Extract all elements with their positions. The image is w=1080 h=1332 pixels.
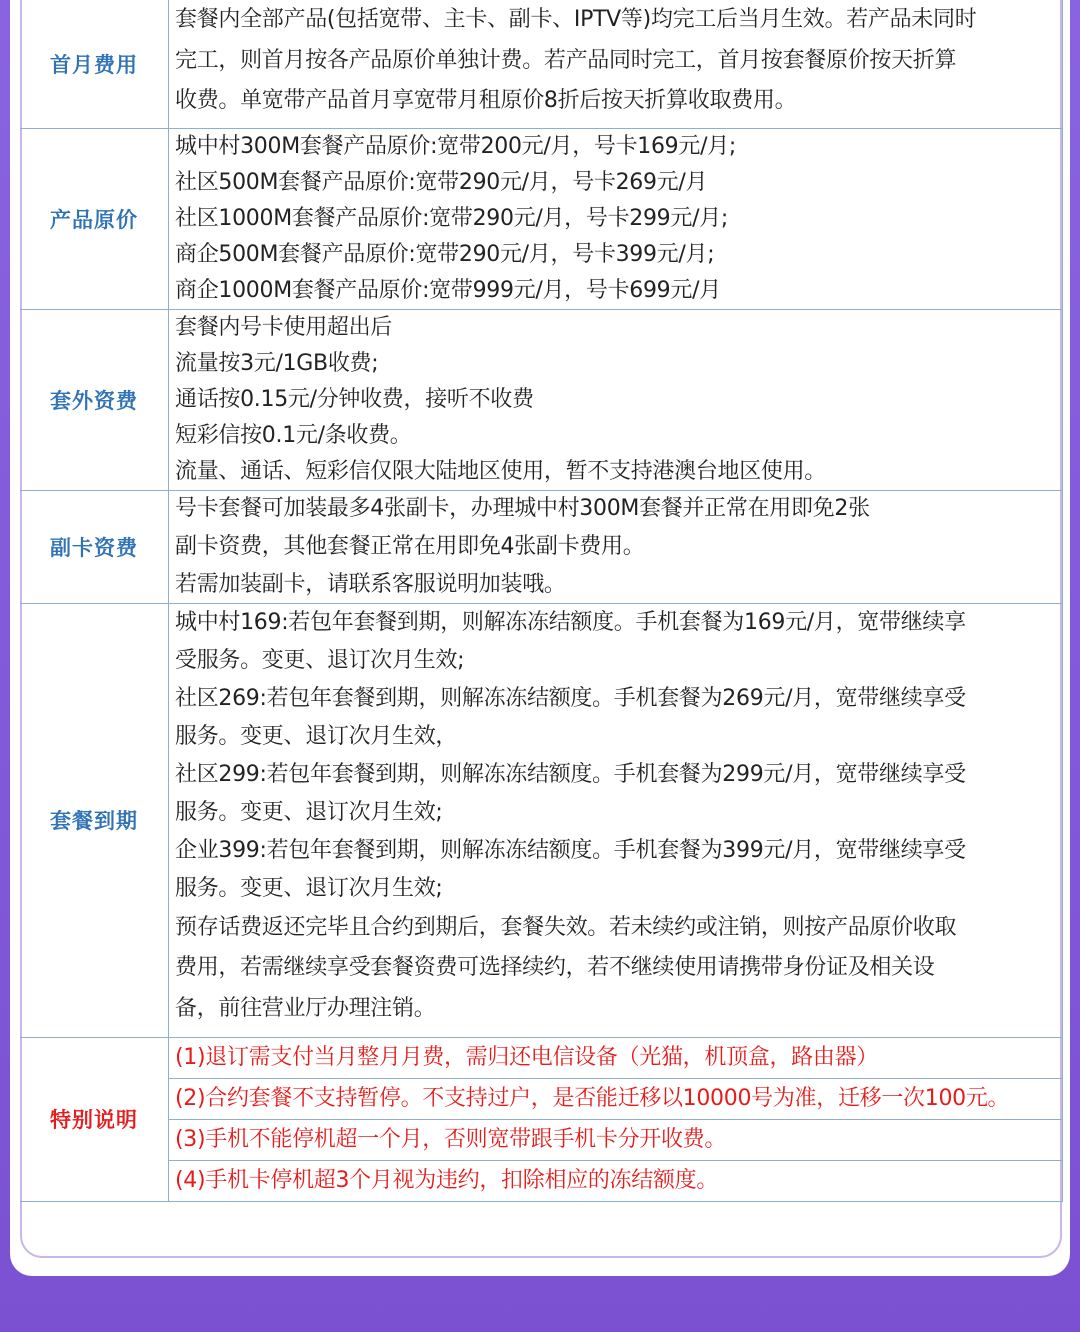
notice-line: (4)手机卡停机超3个月视为违约，扣除相应的冻结额度。 [175,1167,719,1193]
row-content [169,490,1063,603]
text-line: 社区299:若包年套餐到期，则解冻冻结额度。手机套餐为299元/月，宽带继续享受 [175,761,966,787]
row-content [169,309,1063,490]
text-line: 号卡套餐可加装最多4张副卡，办理城中村300M套餐并正常在用即免2张 [175,495,870,521]
text-line: 企业399:若包年套餐到期，则解冻冻结额度。手机套餐为399元/月，宽带继续享受 [175,837,966,863]
text-line: 社区1000M套餐产品原价:宽带290元/月，号卡299元/月; [175,205,729,231]
row-content [169,603,1063,1037]
text-line: 若需加装副卡，请联系客服说明加装哦。 [175,571,566,597]
row-content [169,0,1063,128]
table-row [20,0,1063,128]
table-row [20,128,1063,309]
table-row [20,309,1063,490]
row-label: 副卡资费 [20,490,169,603]
text-line: 服务。变更、退订次月生效; [175,875,443,901]
text-line: 通话按0.15元/分钟收费，接听不收费 [175,386,534,412]
text-line: 社区269:若包年套餐到期，则解冻冻结额度。手机套餐为269元/月，宽带继续享受 [175,685,966,711]
text-line: 完工，则首月按各产品原价单独计费。若产品同时完工，首月按套餐原价按天折算 [175,47,957,73]
text-line: 城中村169:若包年套餐到期，则解冻冻结额度。手机套餐为169元/月，宽带继续享 [175,609,966,635]
row-content [169,128,1063,309]
row-label: 首月费用 [20,0,169,128]
row-label: 套餐到期 [20,603,169,1037]
table-row [20,1037,1063,1201]
text-line: 流量、通话、短彩信仅限大陆地区使用，暂不支持港澳台地区使用。 [175,458,827,484]
fee-table [20,0,1063,1202]
text-line: 受服务。变更、退订次月生效; [175,647,465,673]
notice-line: (3)手机不能停机超一个月，否则宽带跟手机卡分开收费。 [169,1120,1062,1161]
text-line: 城中村300M套餐产品原价:宽带200元/月，号卡169元/月; [175,133,737,159]
text-line: 副卡资费，其他套餐正常在用即免4张副卡费用。 [175,533,645,559]
notice-line: (1)退订需支付当月整月月费，需归还电信设备（光猫，机顶盒，路由器） [169,1038,1062,1079]
text-line: 费用，若需继续享受套餐资费可选择续约，若不继续使用请携带身份证及相关设 [175,955,935,980]
text-line: 商企1000M套餐产品原价:宽带999元/月，号卡699元/月 [175,277,721,303]
row-content [169,1037,1063,1201]
text-line: 收费。单宽带产品首月享宽带月租原价8折后按天折算收取费用。 [175,88,797,113]
text-line: 流量按3元/1GB收费; [175,350,379,376]
text-line: 预存话费返还完毕且合约到期后，套餐失效。若未续约或注销，则按产品原价收取 [175,914,957,940]
text-line: 套餐内全部产品(包括宽带、主卡、副卡、IPTV等)均完工后当月生效。若产品未同时 [175,7,977,32]
table-row [20,490,1063,603]
text-line: 商企500M套餐产品原价:宽带290元/月，号卡399元/月; [175,241,715,267]
text-line: 社区500M套餐产品原价:宽带290元/月，号卡269元/月 [175,169,708,195]
row-label: 套外资费 [20,309,169,490]
row-label: 产品原价 [20,128,169,309]
table-row [20,603,1063,1037]
text-line: 服务。变更、退订次月生效; [175,799,443,825]
text-line: 短彩信按0.1元/条收费。 [175,422,412,448]
text-line: 套餐内号卡使用超出后 [175,314,393,340]
text-line: 服务。变更、退订次月生效， [175,723,458,749]
text-line: 备，前往营业厅办理注销。 [175,995,436,1021]
notice-line: (2)合约套餐不支持暂停。不支持过户，是否能迁移以10000号为准，迁移一次100元。 [169,1079,1062,1120]
row-label: 特别说明 [20,1037,169,1201]
